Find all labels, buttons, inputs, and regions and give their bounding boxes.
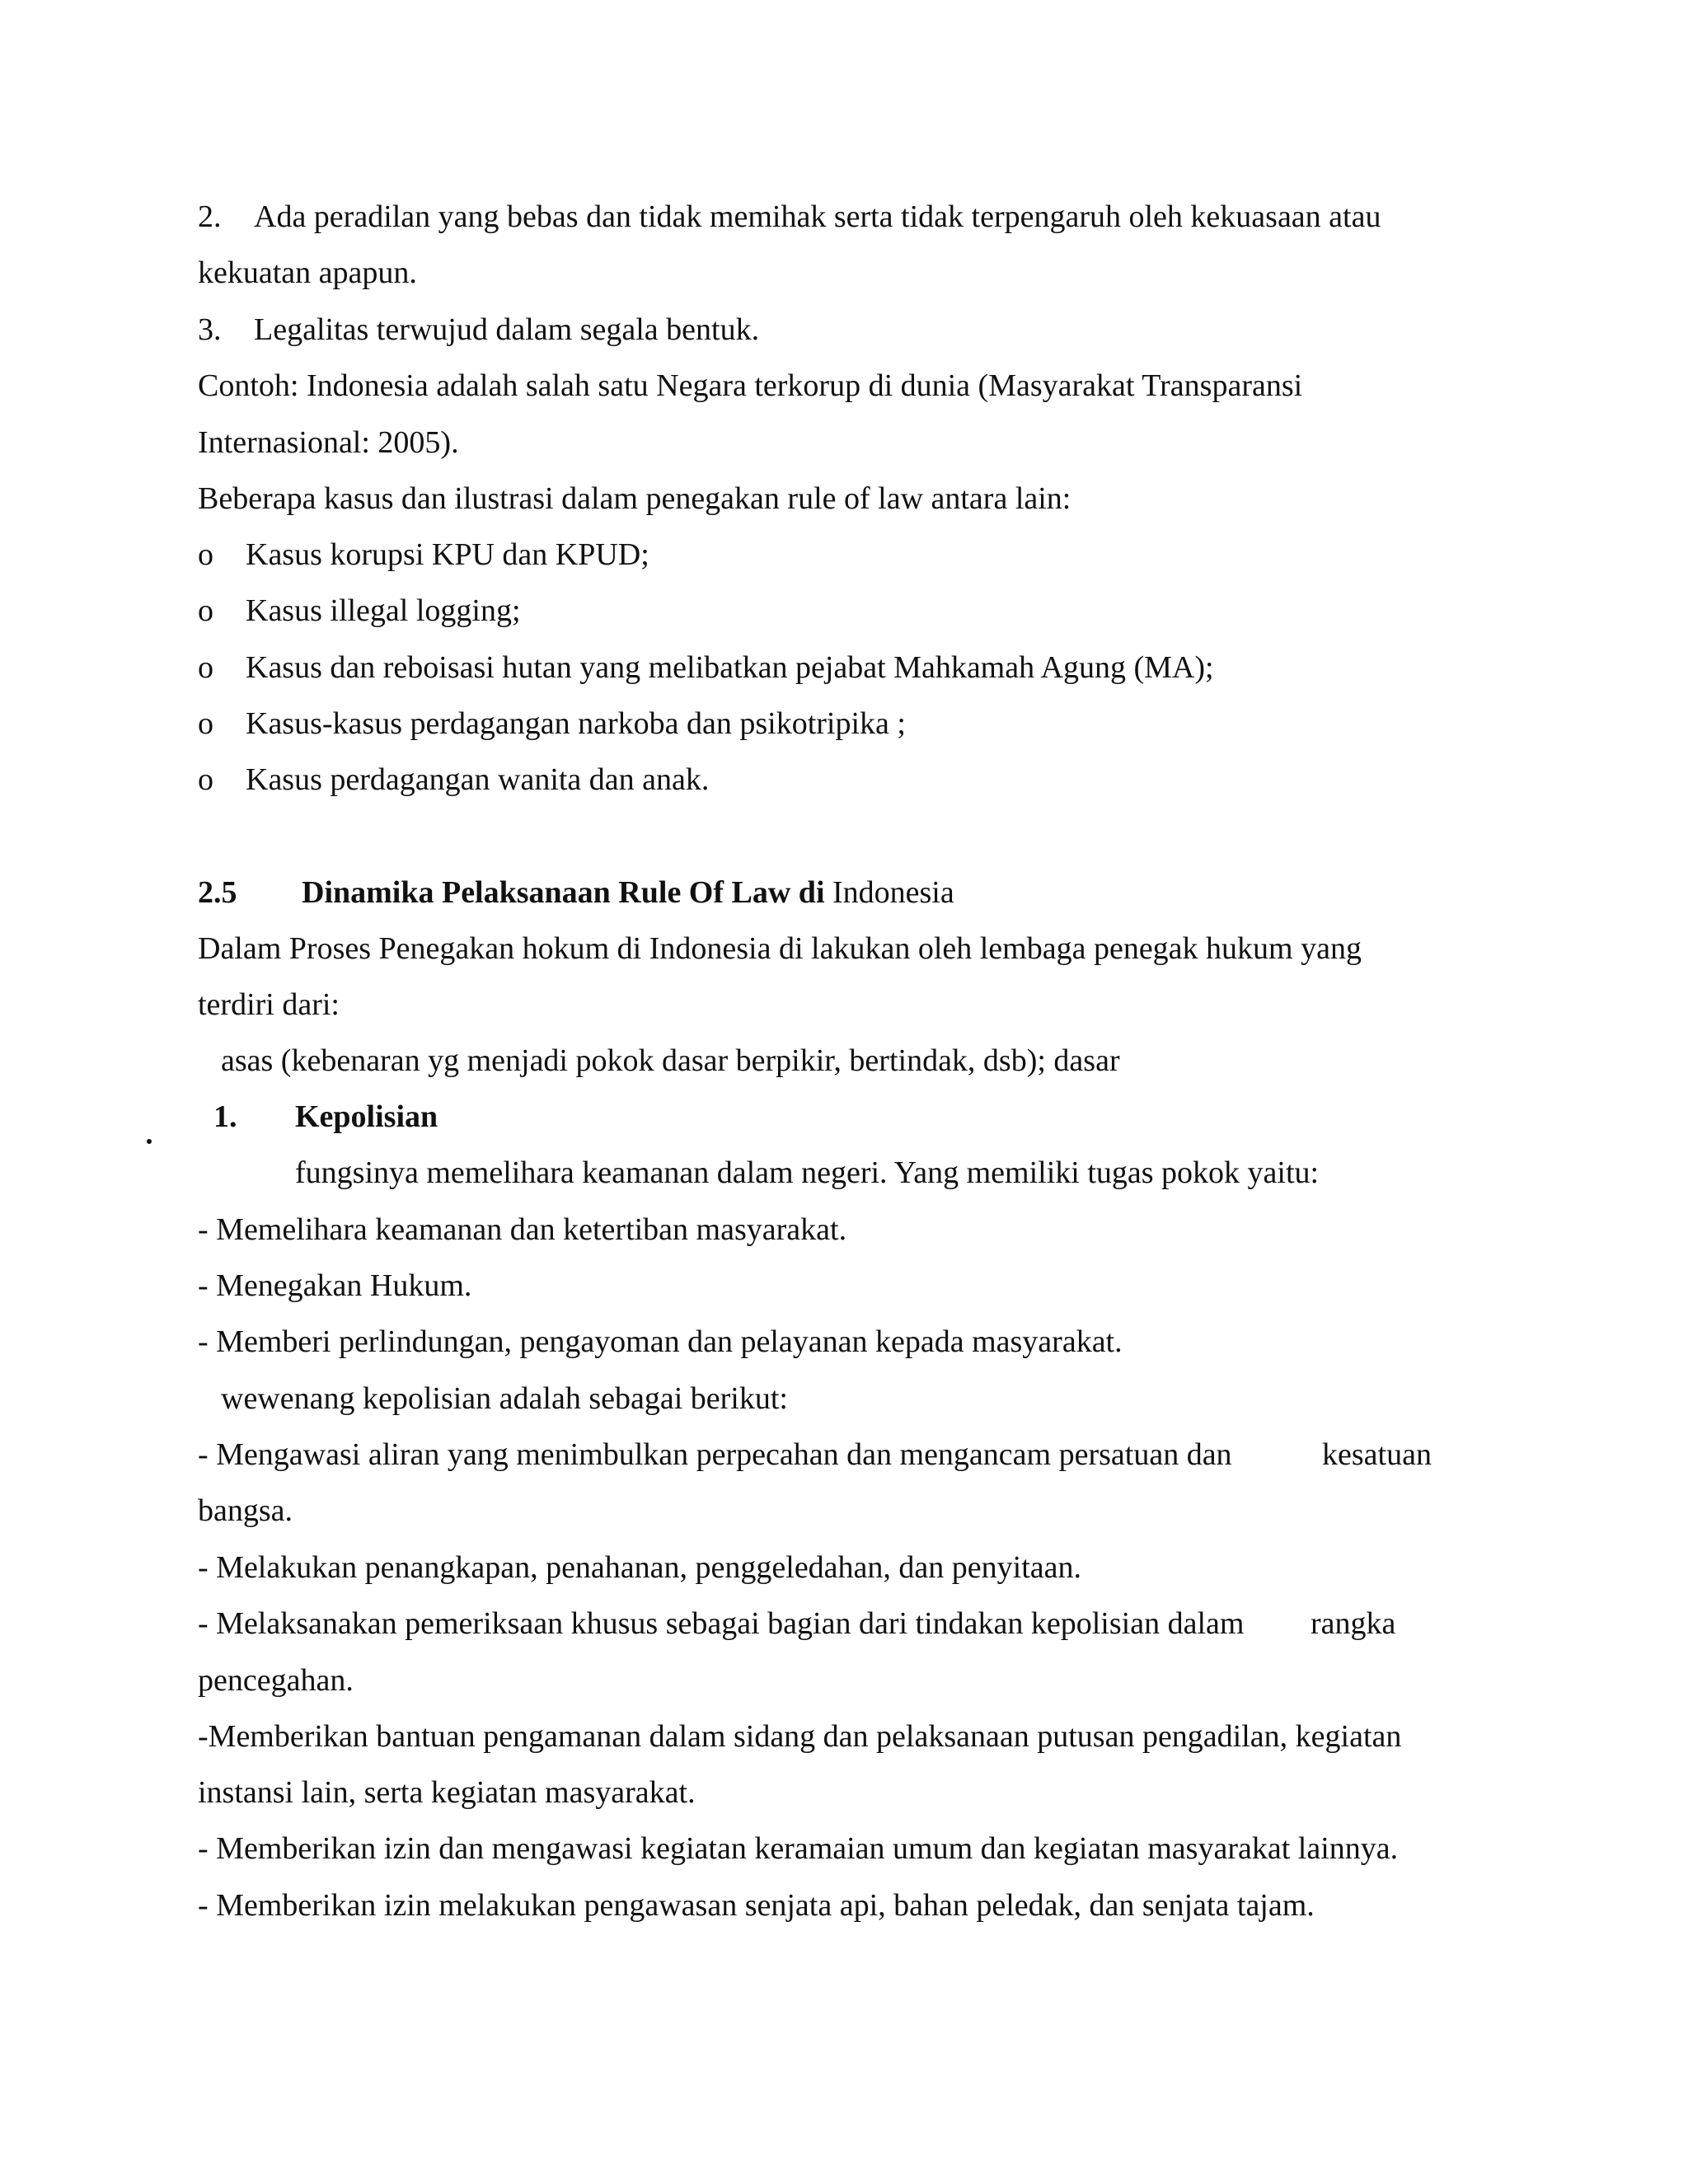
- authority-item: instansi lain, serta kegiatan masyarakat.: [198, 1775, 696, 1810]
- authority-item: - Memberikan izin melakukan pengawasan senjata api, bahan peledak, dan senjata tajam.: [198, 1888, 1315, 1923]
- subsection-title: Kepolisian: [295, 1099, 438, 1134]
- authority-item-end: kesatuan: [1322, 1437, 1432, 1472]
- subsection-description: fungsinya memelihara keamanan dalam negeri. Yang memiliki tugas pokok yaitu:: [295, 1155, 1320, 1190]
- section-number: 2.5: [198, 875, 237, 910]
- section-title: [302, 874, 954, 912]
- intro-line: asas (kebenaran yg menjadi pokok dasar berpikir, bertindak, dsb); dasar: [221, 1043, 1120, 1078]
- item-number: 3.: [198, 312, 222, 347]
- intro-line: terdiri dari:: [198, 987, 340, 1022]
- intro-line: Dalam Proses Penegakan hokum di Indonesia di lakukan oleh lembaga penegak hukum yang: [198, 931, 1362, 966]
- bullet-marker: o: [198, 537, 213, 572]
- authority-item-end: rangka: [1311, 1606, 1396, 1641]
- bullet-marker: o: [198, 706, 213, 741]
- example-line: Internasional: 2005).: [198, 425, 459, 460]
- subsection-number: 1.: [213, 1099, 237, 1134]
- authority-item: - Memberikan izin dan mengawasi kegiatan keramaian umum dan kegiatan masyarakat lainnya.: [198, 1831, 1399, 1866]
- duty-item: - Memberi perlindungan, pengayoman dan pelayanan kepada masyarakat.: [198, 1324, 1123, 1359]
- section-title-bold: Dinamika Pelaksanaan Rule Of Law di: [302, 875, 825, 910]
- duty-item: - Memelihara keamanan dan ketertiban masyarakat.: [198, 1212, 847, 1247]
- example-line: Contoh: Indonesia adalah salah satu Negara terkorup di dunia (Masyarakat Transparansi: [198, 368, 1303, 403]
- bullet-marker: o: [198, 762, 213, 797]
- item-continuation: kekuatan apapun.: [198, 255, 417, 290]
- authority-item: - Mengawasi aliran yang menimbulkan perpecahan dan mengancam persatuan dan: [198, 1437, 1232, 1472]
- list-item: Kasus-kasus perdagangan narkoba dan psikotripika ;: [246, 706, 906, 741]
- bullet-marker: o: [198, 650, 213, 685]
- authority-intro: wewenang kepolisian adalah sebagai berikut:: [221, 1381, 788, 1416]
- section-title-regular: Indonesia: [832, 875, 954, 910]
- authority-item: pencegahan.: [198, 1663, 354, 1698]
- list-item: Kasus perdagangan wanita dan anak.: [246, 762, 710, 797]
- list-item: Kasus illegal logging;: [246, 593, 521, 628]
- authority-item: -Memberikan bantuan pengamanan dalam sidang dan pelaksanaan putusan pengadilan, kegiatan: [198, 1719, 1402, 1754]
- item-text: Legalitas terwujud dalam segala bentuk.: [254, 312, 760, 347]
- cases-intro: Beberapa kasus dan ilustrasi dalam penegakan rule of law antara lain:: [198, 481, 1071, 516]
- list-item: Kasus korupsi KPU dan KPUD;: [246, 537, 649, 572]
- item-text: Ada peradilan yang bebas dan tidak memihak serta tidak terpengaruh oleh kekuasaan atau: [254, 199, 1381, 234]
- bullet-marker: o: [198, 593, 213, 628]
- bullet-dot-icon: [147, 1139, 152, 1144]
- authority-item: bangsa.: [198, 1493, 293, 1528]
- duty-item: - Menegakan Hukum.: [198, 1268, 472, 1303]
- list-item: Kasus dan reboisasi hutan yang melibatkan pejabat Mahkamah Agung (MA);: [246, 650, 1214, 685]
- authority-item: - Melakukan penangkapan, penahanan, penggeledahan, dan penyitaan.: [198, 1550, 1081, 1585]
- item-number: 2.: [198, 199, 222, 234]
- authority-item: - Melaksanakan pemeriksaan khusus sebagai bagian dari tindakan kepolisian dalam: [198, 1606, 1245, 1641]
